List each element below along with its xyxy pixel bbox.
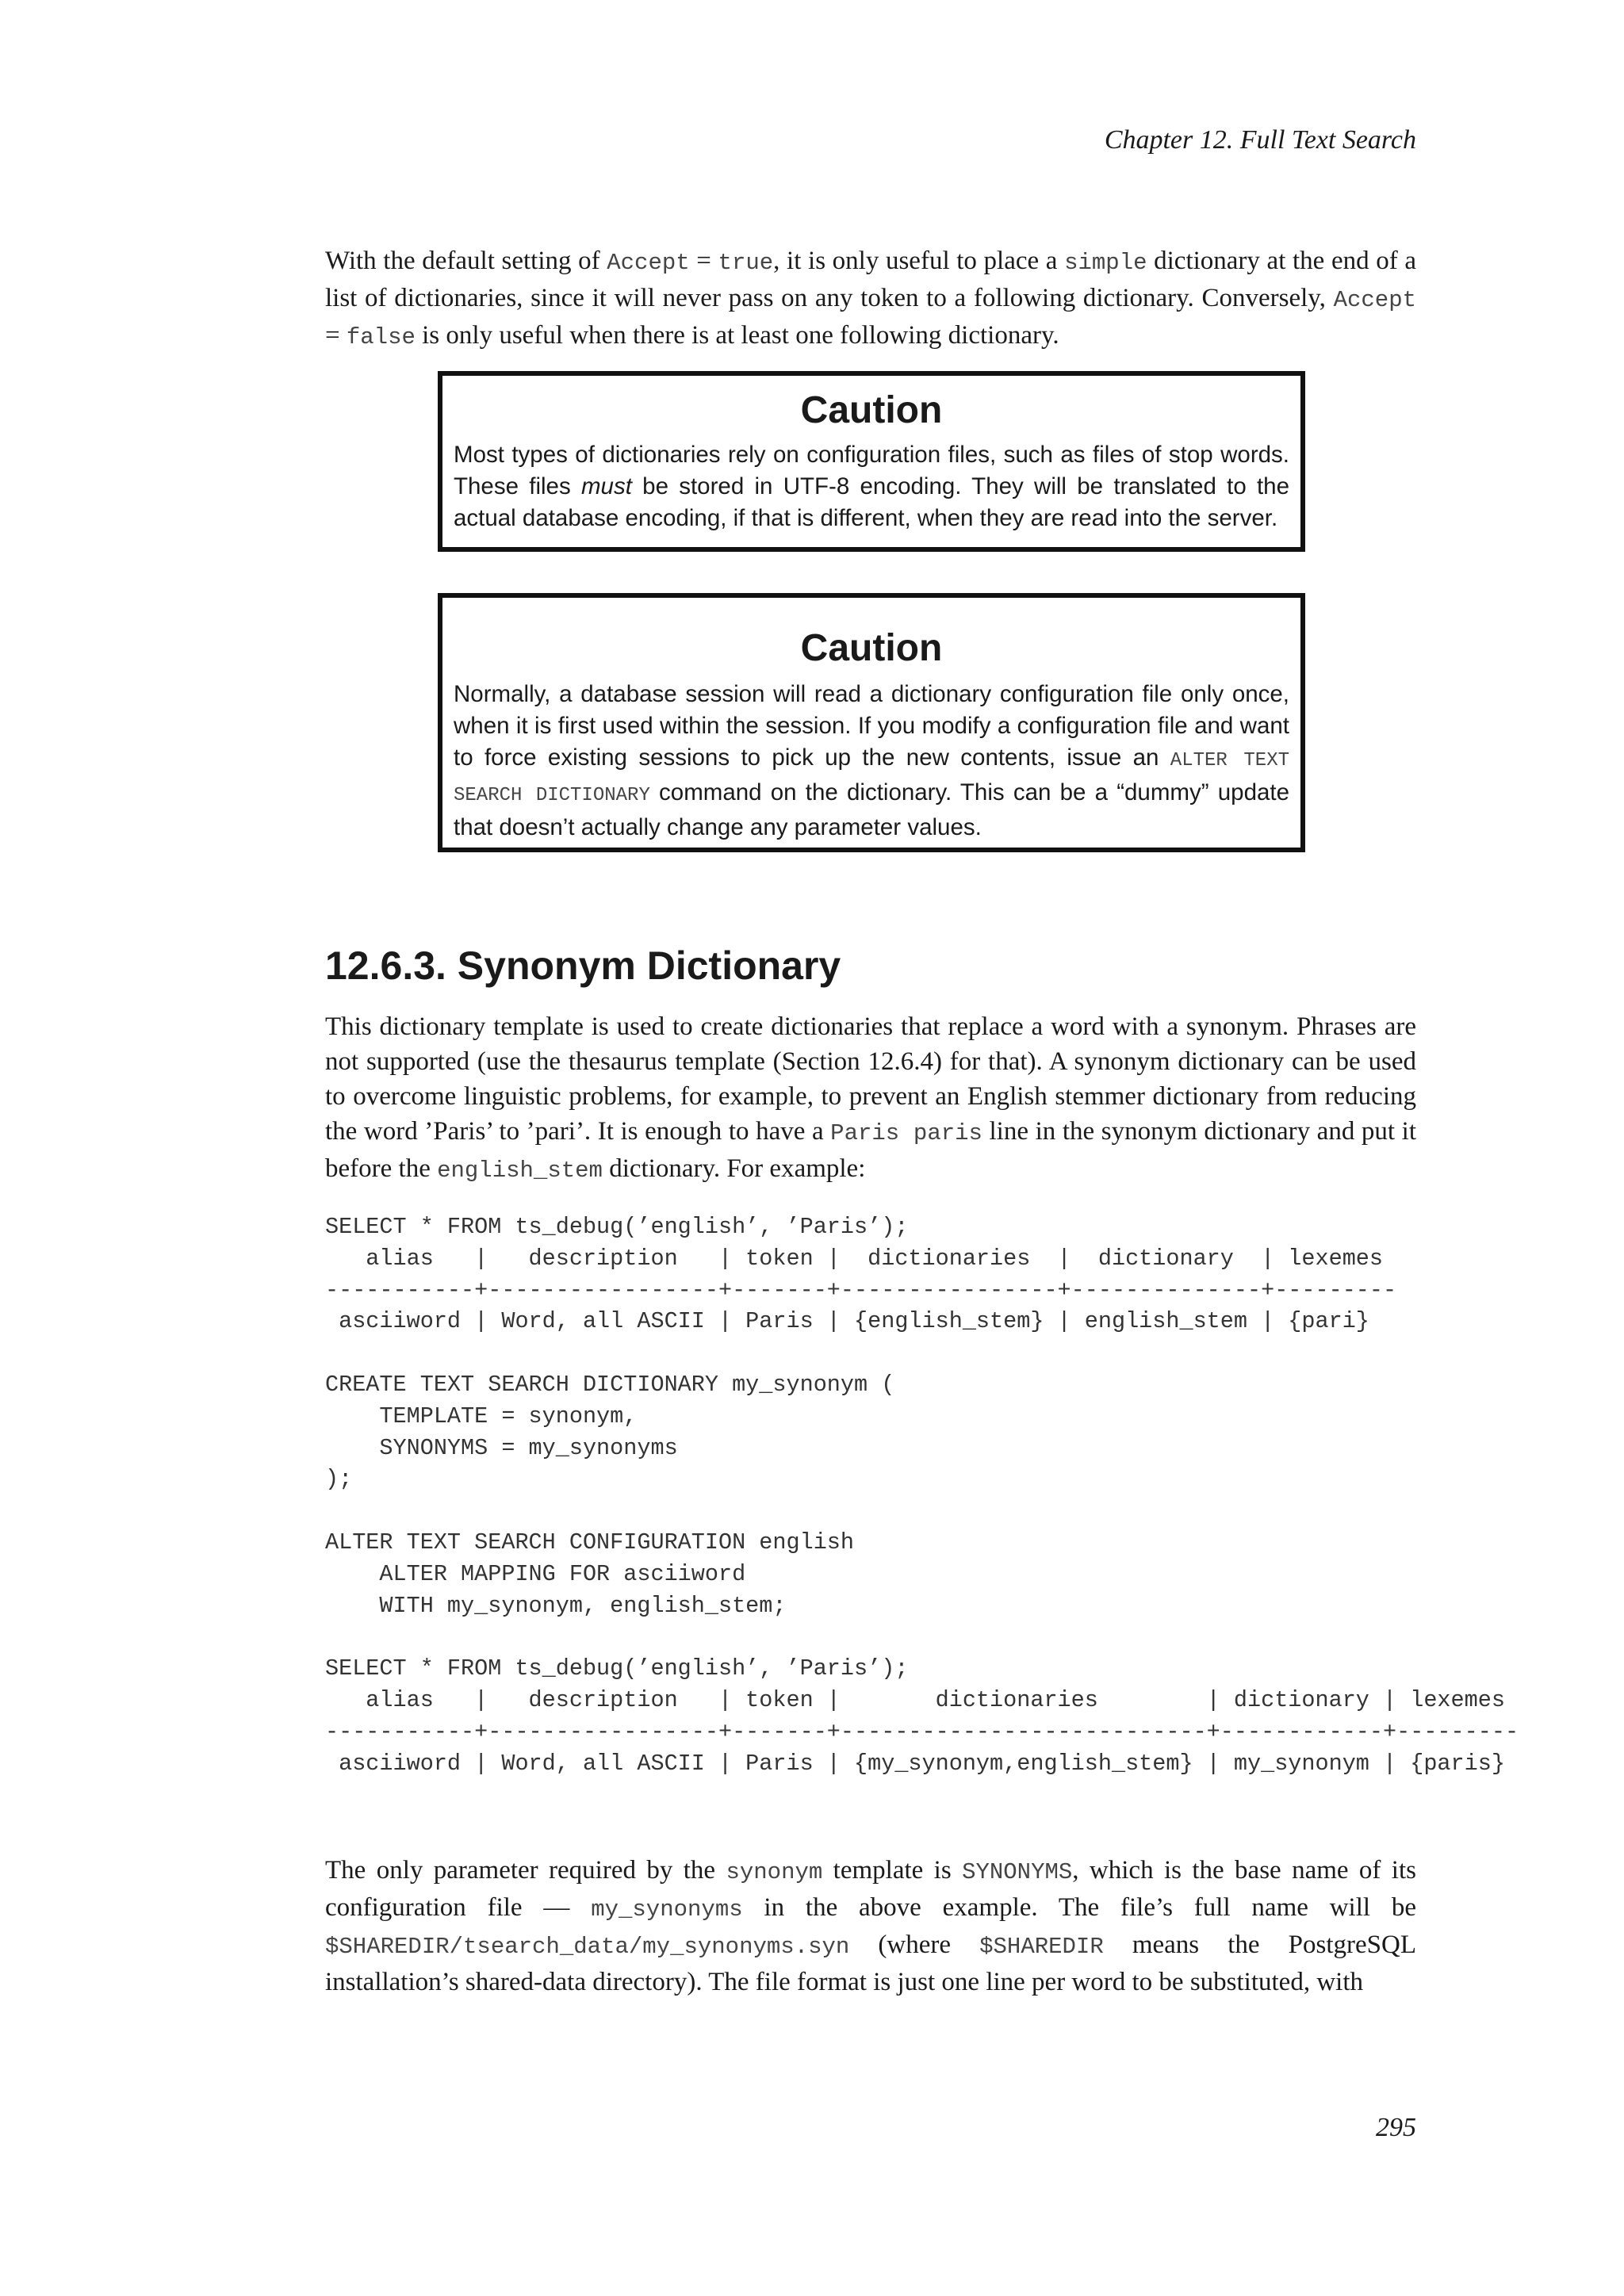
caution-text-2: command on the dictionary. This can be a “dummy” update that doesn’t actually change any parameter values.: [454, 779, 1289, 840]
intro-text-5: =: [325, 321, 347, 350]
intro-code-true: true: [718, 250, 774, 276]
code-line: [325, 1495, 1519, 1527]
code-example: [325, 1211, 1519, 1779]
code-line: SYNONYMS = my_synonyms: [325, 1434, 678, 1461]
code-line: TEMPLATE = synonym,: [325, 1402, 638, 1429]
params-text-5: (where: [849, 1931, 980, 1959]
params-text-6: means the PostgreSQL installation’s shared-data directory). The file format is just one line per word to be substituted, with: [325, 1931, 1416, 1996]
synonym-code-english-stem: english_stem: [437, 1158, 603, 1184]
synonym-text-2: line in the synonym dictionary and put it before the: [325, 1117, 1416, 1183]
code-line: alias | description | token | dictionaries | dictionary | lexemes: [325, 1686, 1505, 1713]
code-line: SELECT * FROM ts_debug(’english’, ’Paris’);: [325, 1655, 909, 1682]
section-heading: 12.6.3. Synonym Dictionary: [325, 943, 841, 988]
intro-paragraph: [325, 243, 1416, 355]
params-text-3: , which is the base name of its configuration file —: [325, 1856, 1416, 1922]
intro-text-2: =: [689, 247, 718, 275]
code-line: asciiword | Word, all ASCII | Paris | {english_stem} | english_stem | {pari}: [325, 1308, 1369, 1335]
params-code-file-path: $SHAREDIR/tsearch_data/my_synonyms.syn: [325, 1934, 850, 1960]
intro-code-accept: Accept: [607, 250, 690, 276]
params-code-synonym: synonym: [726, 1859, 823, 1885]
code-line: );: [325, 1466, 353, 1493]
caution-code-alter: ALTER TEXT SEARCH DICTIONARY: [454, 750, 1289, 806]
caution-body: [454, 439, 1289, 534]
params-code-synonyms: SYNONYMS: [962, 1859, 1073, 1885]
caution-emphasis: must: [580, 473, 632, 499]
running-header: Chapter 12. Full Text Search: [1104, 125, 1416, 155]
caution-box-encoding: [438, 371, 1305, 552]
params-text-4: in the above example. The file’s full name will be: [742, 1893, 1416, 1922]
caution-box-session: [438, 593, 1305, 852]
code-line: ALTER MAPPING FOR asciiword: [325, 1560, 746, 1587]
code-line: asciiword | Word, all ASCII | Paris | {my_synonym,english_stem} | my_synonym | {paris}: [325, 1750, 1505, 1777]
code-line: WITH my_synonym, english_stem;: [325, 1592, 787, 1619]
synonym-code-paris: Paris paris: [830, 1120, 982, 1146]
code-line: -----------+-----------------+-------+---------------------------+------------+---------: [325, 1718, 1519, 1745]
intro-code-accept-2: Accept: [1333, 287, 1416, 313]
synonym-text-1: This dictionary template is used to create dictionaries that replace a word with a synonym. Phrases are not supported (use the thesaurus template (Section 12.6.4) for that). A synonym dictionary can be used to overcome linguistic problems, for example, to prevent an English stemmer dictionary from reducing the word ’Paris’ to ’pari’. It is enough to have a: [325, 1012, 1416, 1146]
caution-title: Caution: [800, 627, 943, 669]
intro-text-1: With the default setting of: [325, 247, 607, 275]
code-line: [325, 1621, 1519, 1653]
page-number: 295: [1376, 2113, 1416, 2142]
intro-text-6: is only useful when there is at least one following dictionary.: [415, 321, 1059, 350]
params-code-my-synonyms: my_synonyms: [591, 1896, 743, 1923]
params-code-sharedir: $SHAREDIR: [979, 1934, 1104, 1960]
code-line: CREATE TEXT SEARCH DICTIONARY my_synonym (: [325, 1371, 895, 1398]
code-line: SELECT * FROM ts_debug(’english’, ’Paris’);: [325, 1214, 909, 1240]
synonym-text-3: dictionary. For example:: [602, 1154, 866, 1183]
synonym-intro-paragraph: [325, 1009, 1416, 1188]
caution-text-2: be stored in UTF-8 encoding. They will be translated to the actual database encoding, if that is different, when they are read into the server.: [454, 473, 1289, 531]
caution-text-1: Normally, a database session will read a dictionary configuration file only once, when it is first used within the session. If you modify a configuration file and want to force existing sessions to pick up the new contents, issue an: [454, 681, 1289, 771]
synonym-params-paragraph: [325, 1853, 1416, 1999]
code-line: ALTER TEXT SEARCH CONFIGURATION english: [325, 1529, 855, 1556]
params-text-1: The only parameter required by the: [325, 1856, 726, 1885]
params-text-2: template is: [822, 1856, 963, 1885]
code-line: -----------+-----------------+-------+----------------+--------------+---------: [325, 1276, 1397, 1303]
intro-code-simple: simple: [1064, 250, 1147, 276]
code-line: alias | description | token | dictionaries | dictionary | lexemes: [325, 1245, 1384, 1272]
intro-code-false: false: [346, 324, 416, 350]
caution-text-1: Most types of dictionaries rely on configuration files, such as files of stop words. These files: [454, 442, 1289, 499]
caution-body: [454, 679, 1289, 844]
intro-text-3: , it is only useful to place a: [773, 247, 1065, 275]
code-line: [325, 1337, 1519, 1369]
caution-title: Caution: [800, 389, 943, 431]
intro-text-4: dictionary at the end of a list of dictionaries, since it will never pass on any token to a following dictionary. Conversely,: [325, 247, 1416, 312]
